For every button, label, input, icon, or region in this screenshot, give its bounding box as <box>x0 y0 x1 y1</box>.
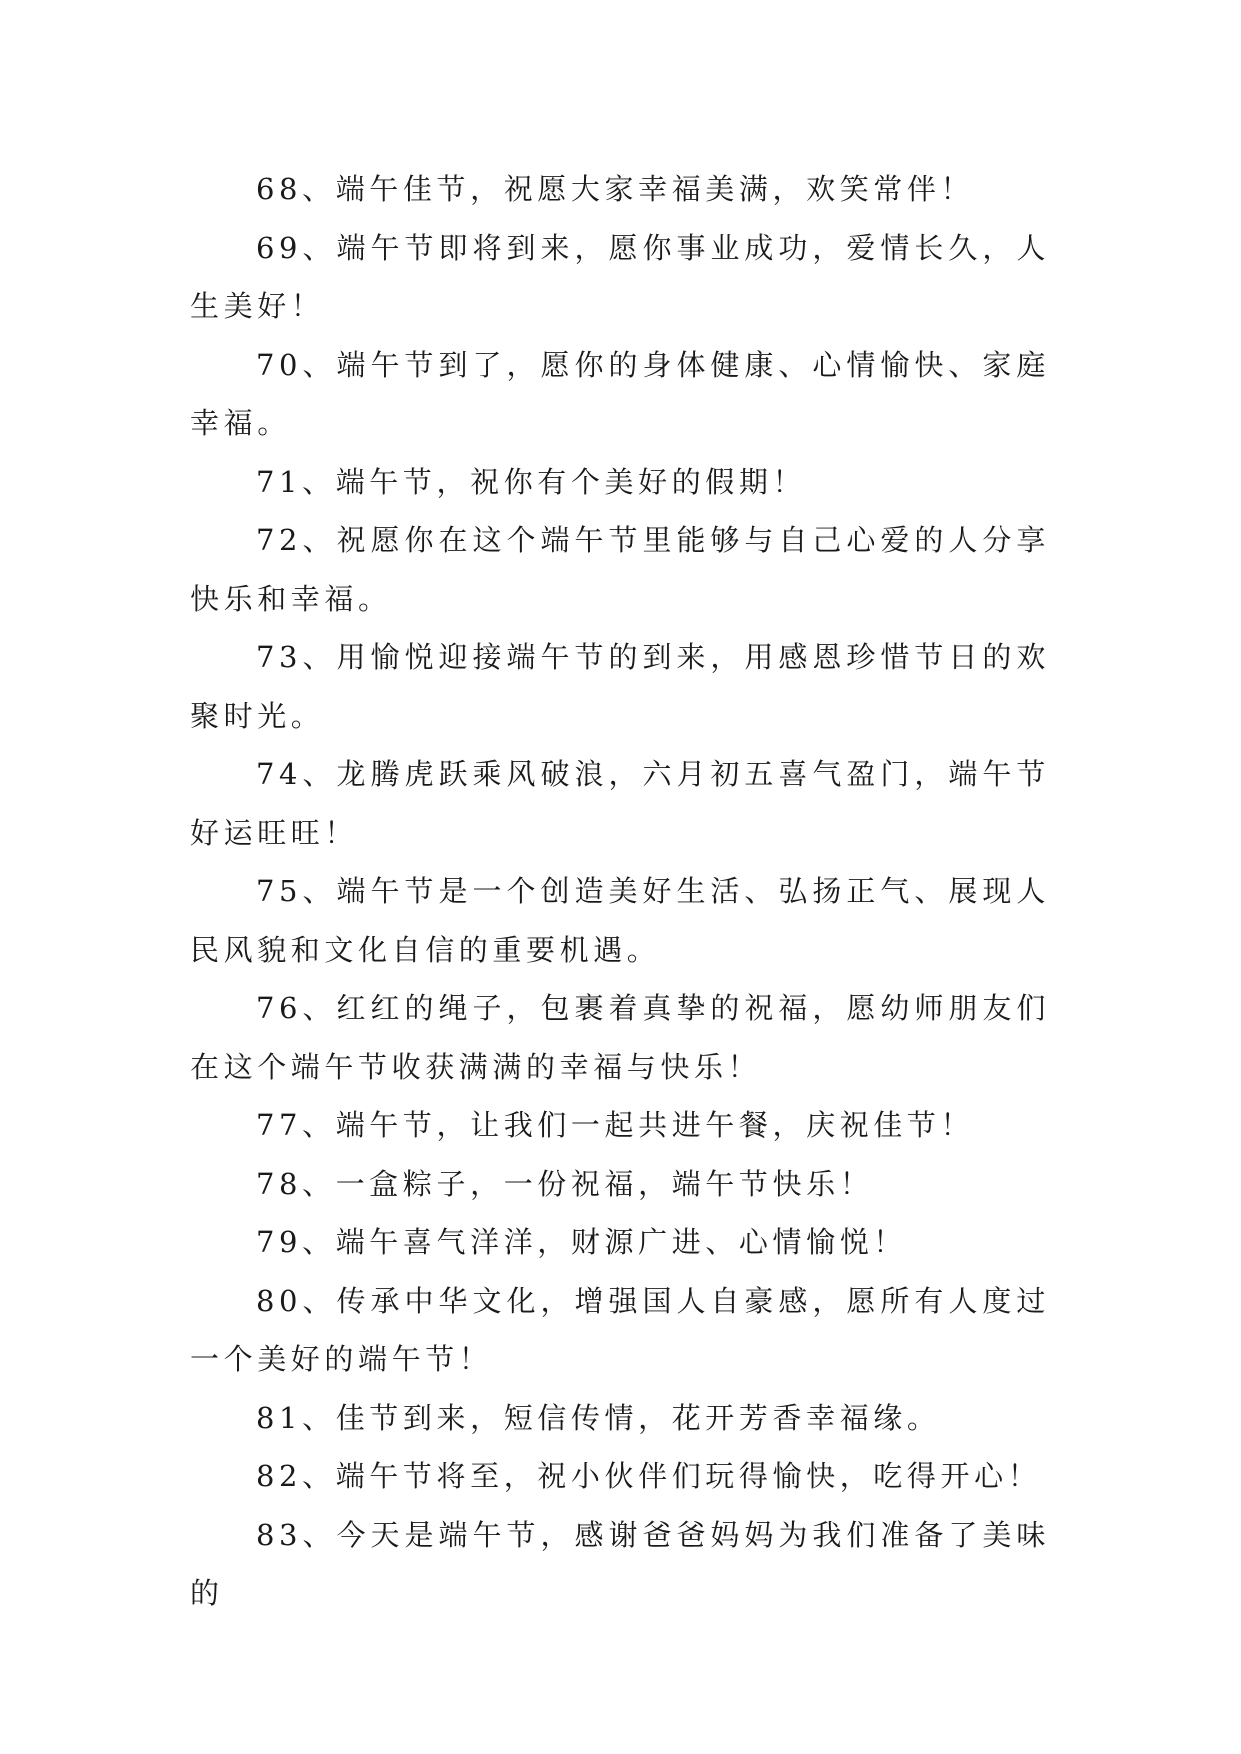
paragraph-75: 75、端午节是一个创造美好生活、弘扬正气、展现人民风貌和文化自信的重要机遇。 <box>190 874 1050 967</box>
paragraph-69: 69、端午节即将到来，愿你事业成功，爱情长久，人生美好！ <box>190 230 1050 323</box>
paragraph-71: 71、端午节，祝你有个美好的假期！ <box>256 464 807 499</box>
paragraph-68: 68、端午佳节，祝愿大家幸福美满，欢笑常伴！ <box>256 172 975 206</box>
paragraph-81: 81、佳节到来，短信传情，花开芳香幸福缘。 <box>256 1400 941 1435</box>
paragraph-72: 72、祝愿你在这个端午节里能够与自己心爱的人分享快乐和幸福。 <box>190 523 1050 616</box>
paragraph-73: 73、用愉悦迎接端午节的到来，用感恩珍惜节日的欢聚时光。 <box>190 640 1050 733</box>
paragraph-78: 78、一盒粽子，一份祝福，端午节快乐！ <box>256 1166 874 1201</box>
paragraph-83: 83、今天是端午节，感谢爸爸妈妈为我们准备了美味的 <box>190 1517 1050 1610</box>
paragraph-76: 76、红红的绳子，包裹着真挚的祝福，愿幼师朋友们在这个端午节收获满满的幸福与快乐！ <box>190 991 1050 1084</box>
paragraph-74: 74、龙腾虎跃乘风破浪，六月初五喜气盈门，端午节好运旺旺！ <box>190 757 1050 850</box>
paragraph-80: 80、传承中华文化，增强国人自豪感，愿所有人度过一个美好的端午节！ <box>190 1283 1050 1376</box>
document-body <box>190 160 1050 1623</box>
paragraph-79: 79、端午喜气洋洋，财源广进、心情愉悦！ <box>256 1225 907 1259</box>
paragraph-82: 82、端午节将至，祝小伙伴们玩得愉快，吃得开心！ <box>256 1459 1042 1493</box>
paragraph-70: 70、端午节到了，愿你的身体健康、心情愉快、家庭幸福。 <box>190 347 1050 440</box>
paragraph-77: 77、端午节，让我们一起共进午餐，庆祝佳节！ <box>256 1108 975 1142</box>
